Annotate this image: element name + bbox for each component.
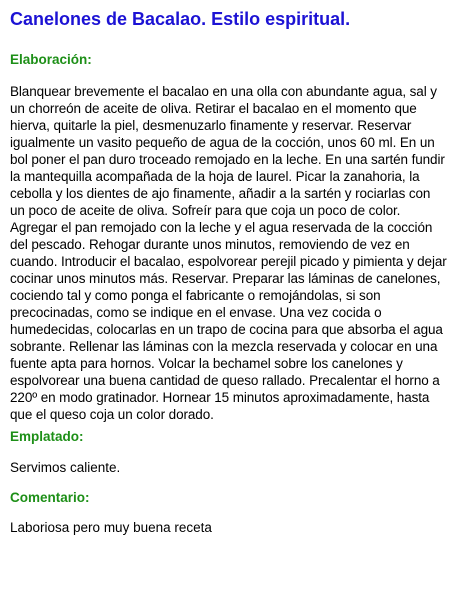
recipe-title: Canelones de Bacalao. Estilo espiritual. <box>10 9 351 29</box>
comentario-heading: Comentario: <box>10 490 90 505</box>
comentario-text: Laboriosa pero muy buena receta <box>10 520 212 535</box>
emplatado-text: Servimos caliente. <box>10 460 121 475</box>
emplatado-heading: Emplatado: <box>10 429 84 444</box>
elaboracion-heading: Elaboración: <box>10 52 92 67</box>
elaboracion-text: Blanquear brevemente el bacalao en una olla con abundante agua, sal y un chorreón de aceite de oliva. Retirar el bacalao en el momento que hierva, quitarle la piel, desmenuzarlo finamente y reservar. Reservar igualmente un vasito pequeño de agua de la cocción, unos 60 ml. En un bol poner el pan duro troceado remojado en la leche. En una sartén fundir la mantequilla acompañada de la hoja de laurel. Picar la zanahoria, la cebolla y los dientes de ajo finamente, añadir a la sartén y rociarlas con un poco de aceite de oliva. Sofreír para que coja un poco de color. Agregar el pan remojado con la leche y el agua reservada de la cocción del pescado. Rehogar durante unos minutos, removiendo de vez en cuando. Introducir el bacalao, espolvorear perejil picado y pimienta y dejar cocinar unos minutos más. Reservar. Preparar las láminas de canelones, cociendo tal y como ponga el fabricante o remojándolas, si son precocinadas, como se indique en el envase. Una vez cocida o humedecidas, colocarlas en un trapo de cocina para que absorba el agua sobrante. Rellenar las láminas con la mezcla reservada y colocar en una fuente apta para hornos. Volcar la bechamel sobre los canelones y espolvorear una buena cantidad de queso rallado. Precalentar el horno a 220º en modo gratinador. Hornear 15 minutos aproximadamente, hasta que el queso coja un color dorado. <box>10 84 447 422</box>
